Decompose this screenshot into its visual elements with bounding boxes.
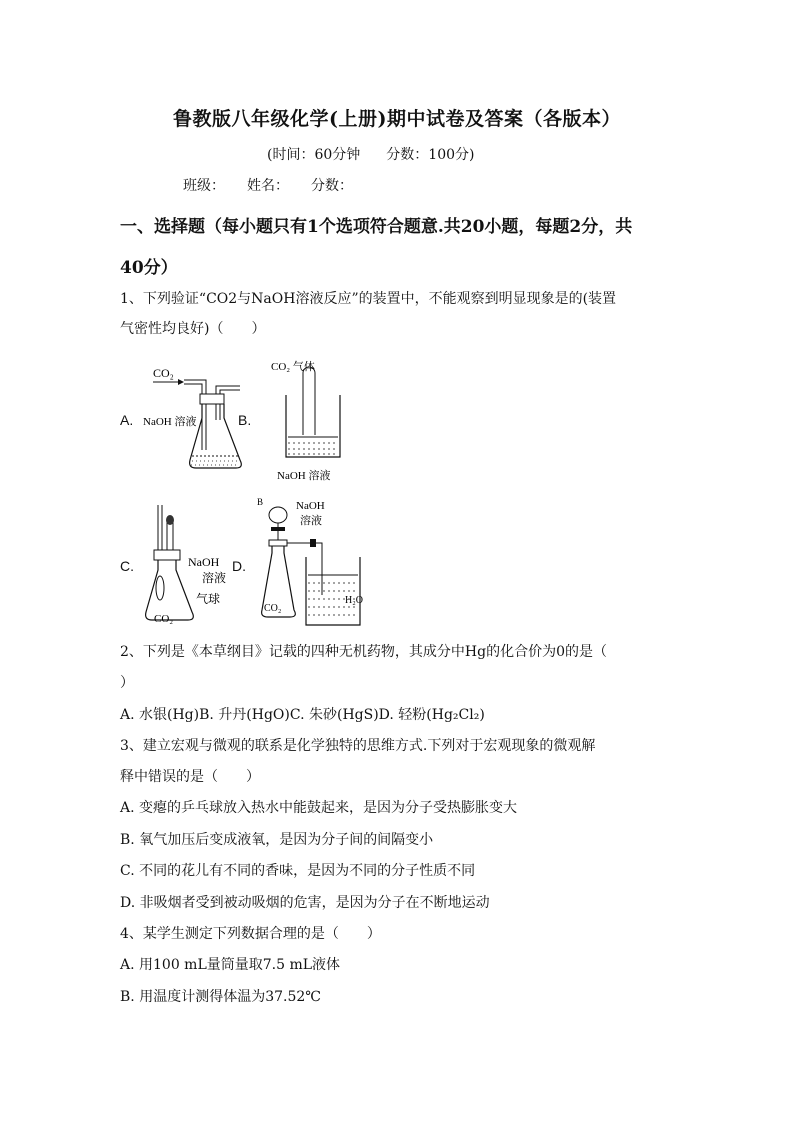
delivery-tube: [287, 543, 322, 595]
option-a-label: A.: [120, 412, 134, 428]
question-3-option-d: D. 非吸烟者受到被动吸烟的危害，是因为分子在不断地运动: [120, 895, 490, 911]
clamp: [310, 539, 316, 547]
question-3-option-a: A. 变瘪的乒乓球放入热水中能鼓起来，是因为分子受热膨胀变大: [120, 800, 518, 816]
apparatus-a-co2-label: CO₂: [153, 366, 174, 380]
option-b-label: B.: [238, 412, 252, 428]
arrow-head: [178, 379, 184, 385]
separatory-funnel: [269, 507, 287, 523]
apparatus-d-solution-label: 溶液: [300, 515, 322, 527]
conical-flask: [146, 560, 194, 620]
question-1-line2: 气密性均良好)（ ）: [120, 321, 266, 337]
student-info: [183, 175, 375, 195]
apparatus-b-figure: [266, 355, 356, 490]
apparatus-c-figure: [140, 500, 240, 630]
page-title: 鲁教版八年级化学(上册)期中试卷及答案（各版本）: [173, 108, 621, 130]
stopper: [154, 550, 180, 560]
stopper: [200, 394, 224, 404]
question-3-line1: 3、建立宏观与微观的联系是化学独特的思维方式.下列对于宏观现象的微观解: [120, 738, 596, 754]
liquid: [191, 461, 239, 465]
apparatus-c-naoh-label: NaOH: [188, 555, 220, 569]
question-3-option-c: C. 不同的花儿有不同的香味，是因为不同的分子性质不同: [120, 863, 476, 879]
apparatus-b-gas-label: CO₂ 气体: [271, 361, 315, 373]
inverted-test-tube: [303, 367, 315, 435]
question-2-options: A. 水银(Hg)B. 升丹(HgO)C. 朱砂(HgS)D. 轻粉(Hg₂Cl₂): [120, 707, 485, 723]
liquid: [288, 443, 338, 454]
stopper: [269, 540, 287, 546]
apparatus-c-co2-label: CO₂: [154, 613, 174, 625]
exam-time: (时间：60分钟: [267, 147, 361, 163]
apparatus-d-valve-label: B: [257, 497, 264, 507]
question-3-option-b: B. 氧气加压后变成液氧，是因为分子间的间隔变小: [120, 832, 434, 848]
question-3-line2: 释中错误的是（ ）: [120, 769, 260, 785]
exam-score: 分数：100分): [386, 147, 475, 163]
option-c-label: C.: [120, 558, 134, 574]
question-2-line1: 2、下列是《本草纲目》记载的四种无机药物，其成分中Hg的化合价为0的是（: [120, 644, 607, 660]
apparatus-a-solution-label: NaOH 溶液: [143, 416, 197, 428]
conical-flask: [190, 404, 242, 468]
beaker: [286, 395, 340, 457]
apparatus-d-water-label: H₂O: [345, 595, 363, 606]
dropper-bulb: [166, 515, 174, 525]
apparatus-a-figure: [140, 360, 250, 475]
question-2-line2: ）: [120, 675, 134, 691]
question-1-line1: 1、下列验证“CO2与NaOH溶液反应”的装置中，不能观察到明显现象是的(装置: [120, 291, 617, 307]
section-heading-line2: 40分）: [120, 258, 178, 278]
apparatus-d-naoh-label: NaOH: [296, 500, 325, 512]
question-4-line1: 4、某学生测定下列数据合理的是（ ）: [120, 926, 381, 942]
question-4-option-b: B. 用温度计测得体温为37.52℃: [120, 989, 321, 1005]
balloon: [156, 576, 164, 600]
inlet-tube: [184, 380, 206, 450]
apparatus-c-solution-label: 溶液: [202, 571, 227, 585]
question-4-option-a: A. 用100 mL量筒量取7.5 mL液体: [120, 957, 341, 973]
stopcock: [271, 527, 285, 531]
option-d-label: D.: [232, 558, 246, 574]
class-label: 班级：: [183, 178, 225, 194]
exam-info: [267, 144, 500, 164]
apparatus-b-solution-label: NaOH 溶液: [277, 470, 331, 482]
section-heading-line1: 一、选择题（每小题只有1个选项符合题意.共20小题，每题2分，共: [120, 217, 633, 237]
apparatus-c-balloon-label: 气球: [196, 592, 221, 606]
apparatus-d-figure: [250, 495, 375, 635]
name-label: 姓名：: [247, 178, 289, 194]
score-label: 分数：: [311, 178, 353, 194]
apparatus-d-co2-label: CO₂: [264, 603, 282, 614]
